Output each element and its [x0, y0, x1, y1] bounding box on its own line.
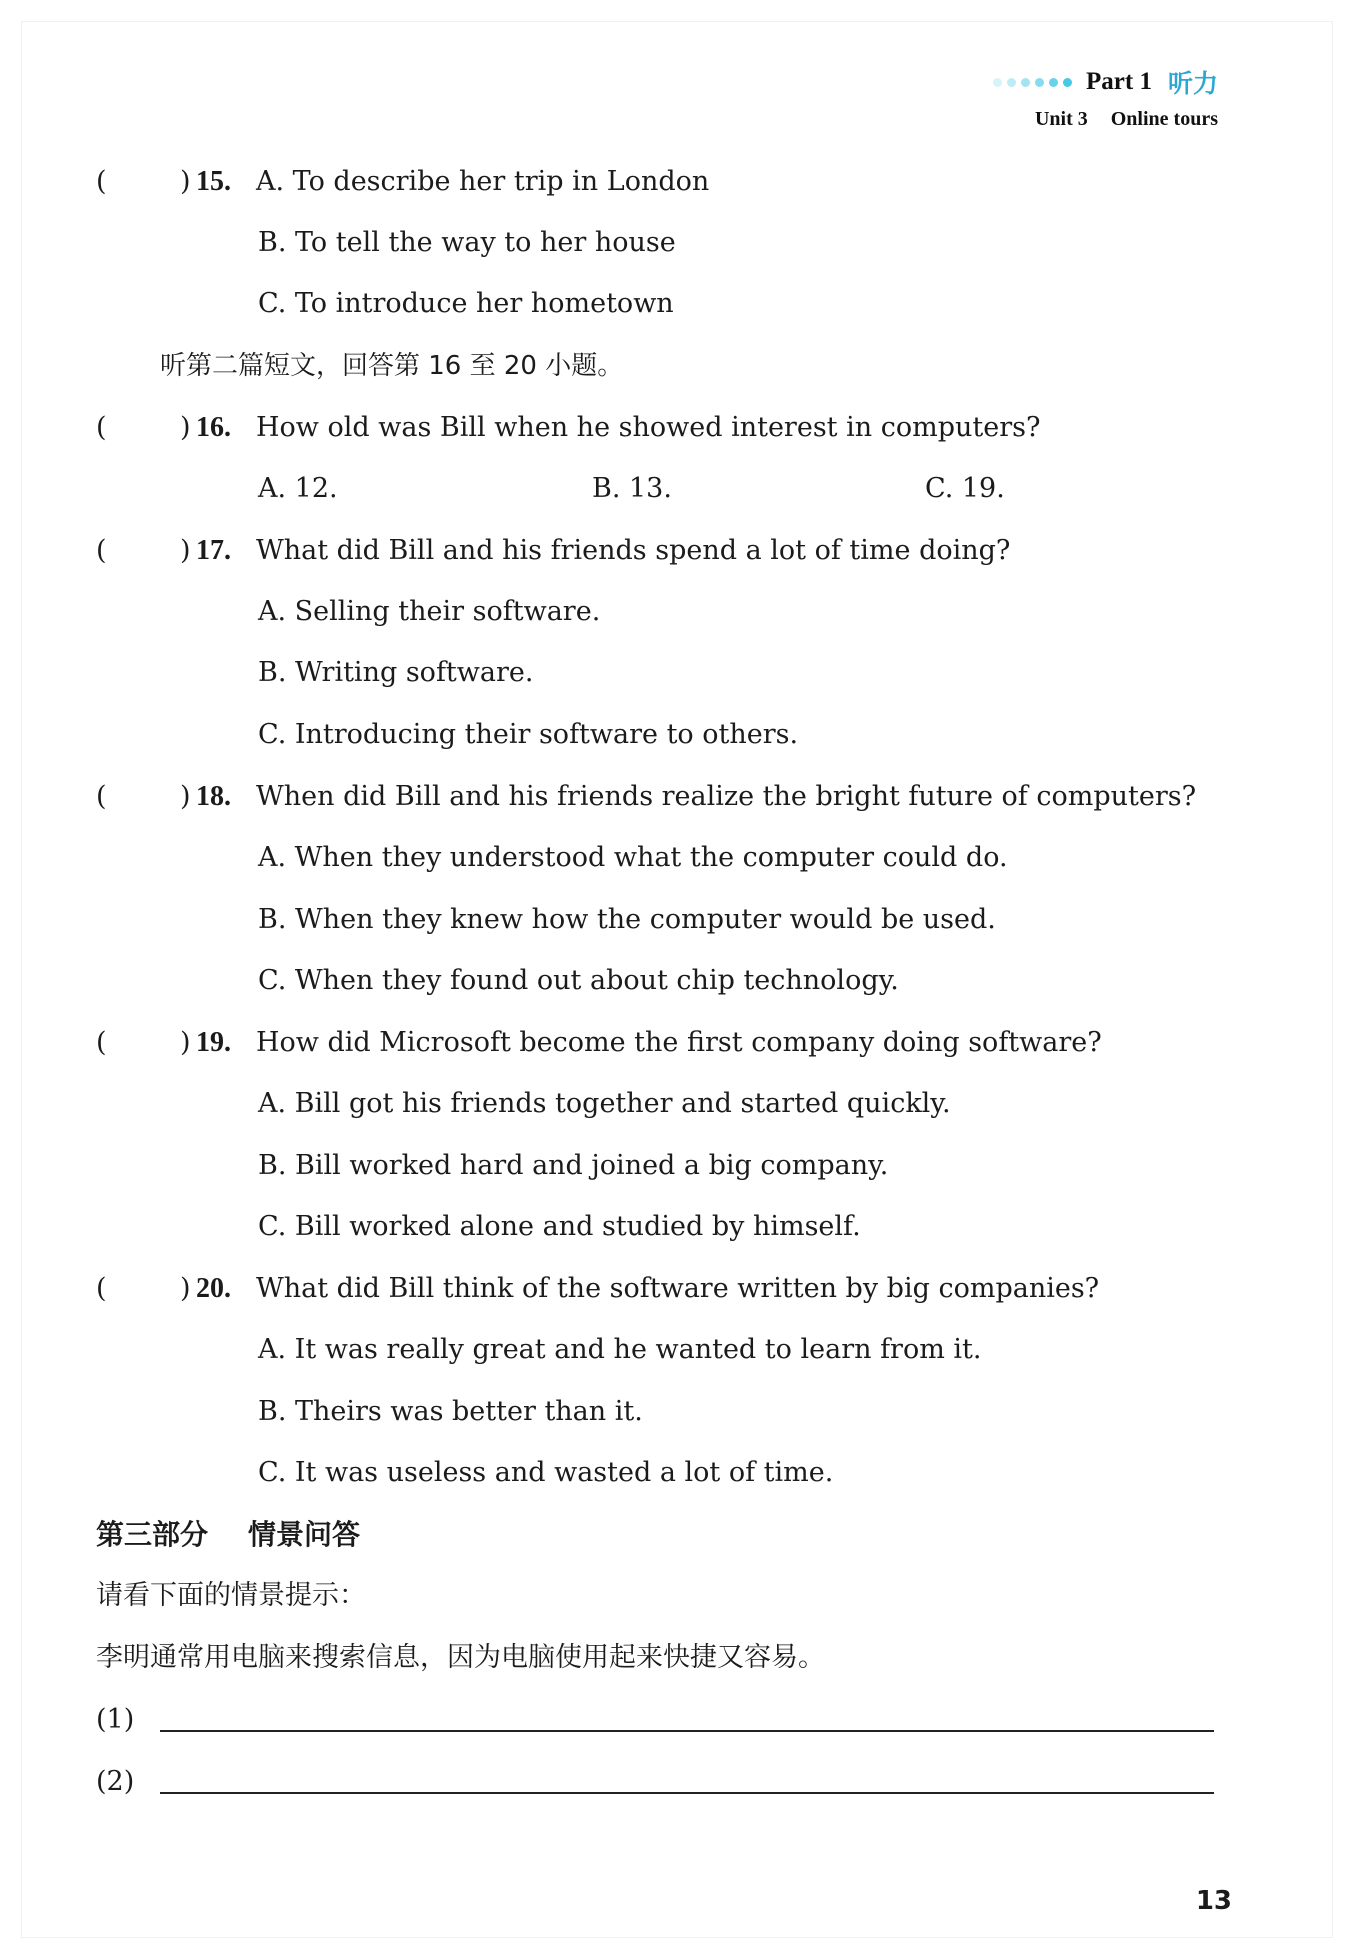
unit-title: Online tours: [1110, 108, 1218, 130]
answer-line-2[interactable]: [0, 1762, 1350, 1802]
option-c: C. When they found out about chip technology.: [258, 965, 899, 996]
option-a: A. 12.: [258, 473, 338, 504]
answer-paren-close: ): [180, 1273, 191, 1304]
option-c: C. To introduce her hometown: [258, 288, 674, 319]
option-a: A. Selling their software.: [258, 596, 601, 627]
option-c: C. It was useless and wasted a lot of time.: [258, 1457, 834, 1488]
answer-paren-close: ): [180, 166, 191, 197]
option-c: C. 19.: [925, 473, 1005, 504]
answer-paren-close: ): [180, 1027, 191, 1058]
question-number: 15.: [196, 166, 231, 197]
blank-label: (2): [96, 1766, 135, 1797]
answer-paren-open: (: [96, 1027, 107, 1058]
option-b: B. 13.: [592, 473, 672, 504]
option-b: B. To tell the way to her house: [258, 227, 676, 258]
instruction-text: 听第二篇短文，回答第 16 至 20 小题。: [160, 351, 624, 381]
option-b: B. Bill worked hard and joined a big company.: [258, 1150, 889, 1181]
option-a: A. Bill got his friends together and started quickly.: [258, 1088, 951, 1119]
answer-blank[interactable]: [160, 1730, 1214, 1732]
page-header: [993, 64, 1218, 131]
answer-paren-open: (: [96, 781, 107, 812]
answer-paren-open: (: [96, 412, 107, 443]
question-text: How did Microsoft become the first company doing software?: [256, 1027, 1102, 1058]
question-number: 18.: [196, 781, 231, 812]
prompt-text: 李明通常用电脑来搜索信息，因为电脑使用起来快捷又容易。: [96, 1642, 825, 1673]
option-c: C. Introducing their software to others.: [258, 719, 799, 750]
section-part-label: 第三部分: [96, 1518, 209, 1551]
part-label: Part 1: [1086, 68, 1152, 95]
question-text: What did Bill think of the software written by big companies?: [256, 1273, 1100, 1304]
option-c: C. Bill worked alone and studied by himself.: [258, 1211, 861, 1242]
part-title-cn: 听力: [1167, 69, 1218, 98]
answer-paren-close: ): [180, 535, 191, 566]
question-number: 19.: [196, 1027, 231, 1058]
question-number: 20.: [196, 1273, 231, 1304]
question-text: What did Bill and his friends spend a lot of time doing?: [256, 535, 1011, 566]
option-a: A. To describe her trip in London: [256, 166, 710, 197]
answer-paren-open: (: [96, 535, 107, 566]
option-b: B. Writing software.: [258, 657, 534, 688]
answer-paren-close: ): [180, 412, 191, 443]
answer-line-1[interactable]: [0, 1700, 1350, 1740]
answer-paren-open: (: [96, 1273, 107, 1304]
question-number: 17.: [196, 535, 231, 566]
answer-paren-open: (: [96, 166, 107, 197]
section-part-title: 情景问答: [248, 1518, 361, 1551]
dots-decoration: [993, 78, 1072, 87]
answer-paren-close: ): [180, 781, 191, 812]
page-number: 13: [1195, 1886, 1232, 1916]
option-b: B. When they knew how the computer would be used.: [258, 904, 996, 935]
answer-blank[interactable]: [160, 1792, 1214, 1794]
prompt-label: 请看下面的情景提示：: [96, 1580, 366, 1611]
option-a: A. It was really great and he wanted to learn from it.: [258, 1334, 982, 1365]
question-text: When did Bill and his friends realize the bright future of computers?: [256, 781, 1197, 812]
option-b: B. Theirs was better than it.: [258, 1396, 643, 1427]
question-number: 16.: [196, 412, 231, 443]
option-a: A. When they understood what the computer could do.: [258, 842, 1008, 873]
question-text: How old was Bill when he showed interest in computers?: [256, 412, 1041, 443]
unit-label: Unit 3: [1034, 108, 1088, 130]
blank-label: (1): [96, 1704, 135, 1735]
section-heading: [96, 1515, 360, 1555]
